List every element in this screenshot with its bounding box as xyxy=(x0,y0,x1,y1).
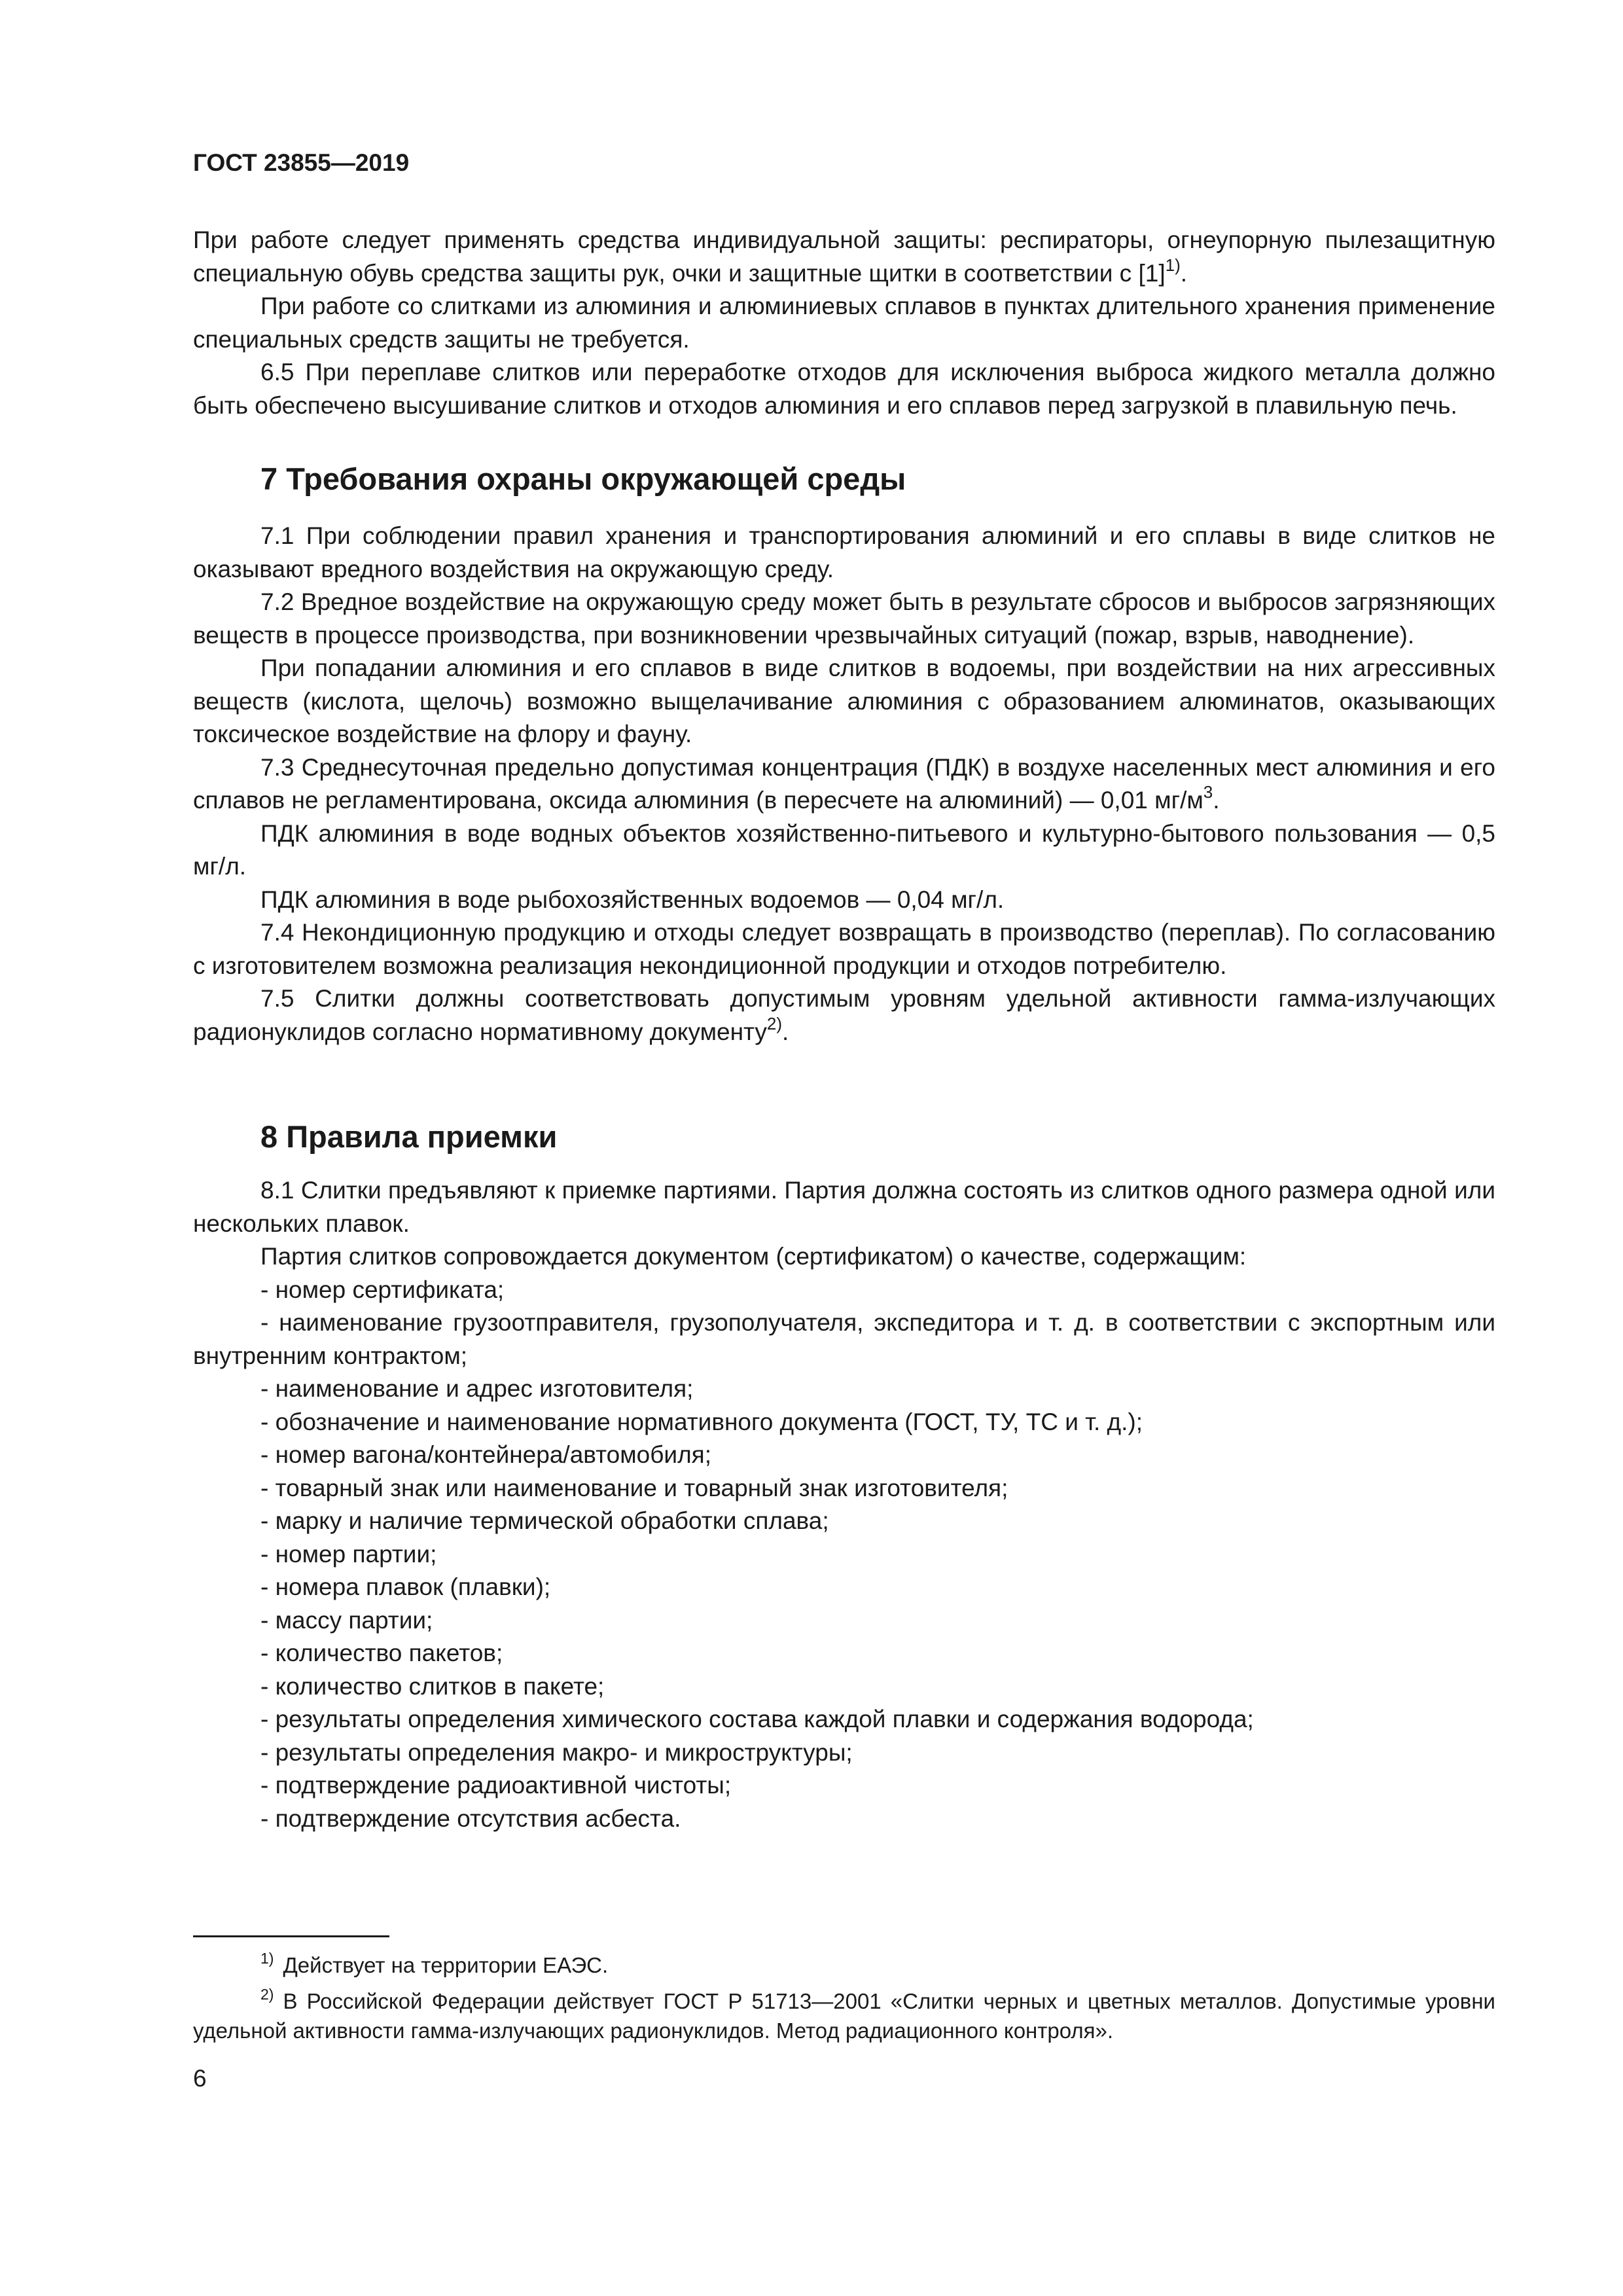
list-item: - количество пакетов; xyxy=(260,1640,503,1666)
footnote-1 xyxy=(193,1950,1495,1980)
list-item: - результаты определения макро- и микроструктуры; xyxy=(260,1738,853,1766)
list-item: - номер партии; xyxy=(260,1540,437,1568)
list-item: - марку и наличие термической обработки сплава; xyxy=(260,1507,829,1534)
paragraph-7-2: 7.2 Вредное воздействие на окружающую среду может быть в результате сбросов и выбросов загрязняющих веществ в процессе производства, при возникновении чрезвычайных ситуаций (пожар, взрыв, наводнение). xyxy=(193,588,1495,649)
footnote-divider xyxy=(193,1935,389,1937)
page-number: 6 xyxy=(193,2065,207,2092)
paragraph-7-5: 7.5 Слитки должны соответствовать допустимым уровням удельной активности гамма-излучающих радионуклидов согласно нормативному документу$^{2)}$. xyxy=(193,985,1495,1045)
footnotes xyxy=(193,1950,1495,2052)
list-item: - наименование и адрес изготовителя; xyxy=(260,1375,694,1402)
footnote-text: Действует на территории ЕАЭС. xyxy=(283,1953,609,1977)
unit-superscript: 3 xyxy=(1203,781,1213,802)
paragraph-7-1: 7.1 При соблюдении правил хранения и транспортирования алюминий и его сплавы в виде слитков не оказывают вредного воздействия на окружающую среду. xyxy=(193,522,1495,583)
document-code: ГОСТ 23855—2019 xyxy=(193,149,410,176)
paragraph-text: При работе следует применять средства индивидуальной защиты: респираторы, огнеупорную пылезащитную специальную обувь средства защиты рук, очки и защитные щитки в соответствии с [1] xyxy=(193,226,1495,287)
list-item: - номера плавок (плавки); xyxy=(260,1573,551,1600)
list-item: - обозначение и наименование нормативного документа (ГОСТ, ТУ, ТС и т. д.); xyxy=(260,1408,1143,1435)
paragraph-8-1: 8.1 Слитки предъявляют к приемке партиями. Партия должна состоять из слитков одного размера одной или нескольких плавок. xyxy=(193,1177,1495,1237)
footnote-text: В Российской Федерации действует ГОСТ Р 51713—2001 «Слитки черных и цветных металлов. Допустимые уровни удельной активности гамма-излучающих радионуклидов. Метод радиационного контроля». xyxy=(193,1989,1495,2043)
certificate-contents-list xyxy=(193,1274,1495,1836)
section-8-title: 8 Правила приемки xyxy=(260,1119,558,1154)
paragraph-storage: При работе со слитками из алюминия и алюминиевых сплавов в пунктах длительного хранения применение специальных средств защиты не требуется. xyxy=(193,293,1495,353)
footnote-mark: 2) xyxy=(260,1985,274,2003)
footnote-ref[interactable]: 1) xyxy=(1165,255,1181,275)
list-item: - подтверждение радиоактивной чистоты; xyxy=(260,1772,732,1799)
paragraph-7-4: 7.4 Некондиционную продукцию и отходы следует возвращать в производство (переплав). По согласованию с изготовителем возможна реализация некондиционной продукции и отходов потребителю. xyxy=(193,919,1495,979)
document-body xyxy=(193,224,1495,1835)
paragraph-8-1b: Партия слитков сопровождается документом (сертификатом) о качестве, содержащим: xyxy=(260,1243,1247,1270)
paragraph-7-2b: При попадании алюминия и его сплавов в виде слитков в водоемы, при воздействии на них агрессивных веществ (кислота, щелочь) возможно выщелачивание алюминия с образованием алюминатов, оказывающих токсическое воздействие на флору и фауну. xyxy=(193,655,1495,747)
paragraph-6-5: 6.5 При переплаве слитков или переработке отходов для исключения выброса жидкого металла должно быть обеспечено высушивание слитков и отходов алюминия и его сплавов перед загрузкой в плавильную печь. xyxy=(193,359,1495,419)
list-item: - товарный знак или наименование и товарный знак изготовителя; xyxy=(260,1474,1008,1501)
list-item: - наименование грузоотправителя, грузополучателя, экспедитора и т. д. в соответствии с экспортным или внутренним контрактом; xyxy=(193,1309,1495,1369)
footnote-mark: 1) xyxy=(260,1949,274,1967)
list-item: - результаты определения химического состава каждой плавки и содержания водорода; xyxy=(260,1706,1254,1732)
footnote-ref[interactable]: 2) xyxy=(766,1013,783,1033)
list-item: - количество слитков в пакете; xyxy=(260,1672,605,1700)
paragraph-7-3: 7.3 Среднесуточная предельно допустимая концентрация (ПДК) в воздухе населенных мест алюминия и его сплавов не регламентирована, оксида алюминия (в пересчете на алюминий) — 0,01 $мг/м^3$. xyxy=(193,753,1495,814)
footnote-2 xyxy=(193,1986,1495,2045)
list-item: - номер сертификата; xyxy=(260,1276,505,1303)
paragraph-7-3c: ПДК алюминия в воде рыбохозяйственных водоемов — 0,04 мг/л. xyxy=(260,886,1005,913)
section-7-title: 7 Требования охраны окружающей среды xyxy=(260,461,906,496)
paragraph-7-3b: ПДК алюминия в воде водных объектов хозяйственно-питьевого и культурно-бытового пользования — 0,5 мг/л. xyxy=(193,819,1495,880)
paragraph-ppe: При работе следует применять средства индивидуальной защиты: респираторы, огнеупорную пылезащитную специальную обувь средства защиты рук, очки и защитные щитки в соответствии с $[1]^{1)}$. xyxy=(193,226,1495,287)
list-item: - массу партии; xyxy=(260,1606,433,1634)
list-item: - подтверждение отсутствия асбеста. xyxy=(260,1804,681,1832)
list-item: - номер вагона/контейнера/автомобиля; xyxy=(260,1441,711,1468)
